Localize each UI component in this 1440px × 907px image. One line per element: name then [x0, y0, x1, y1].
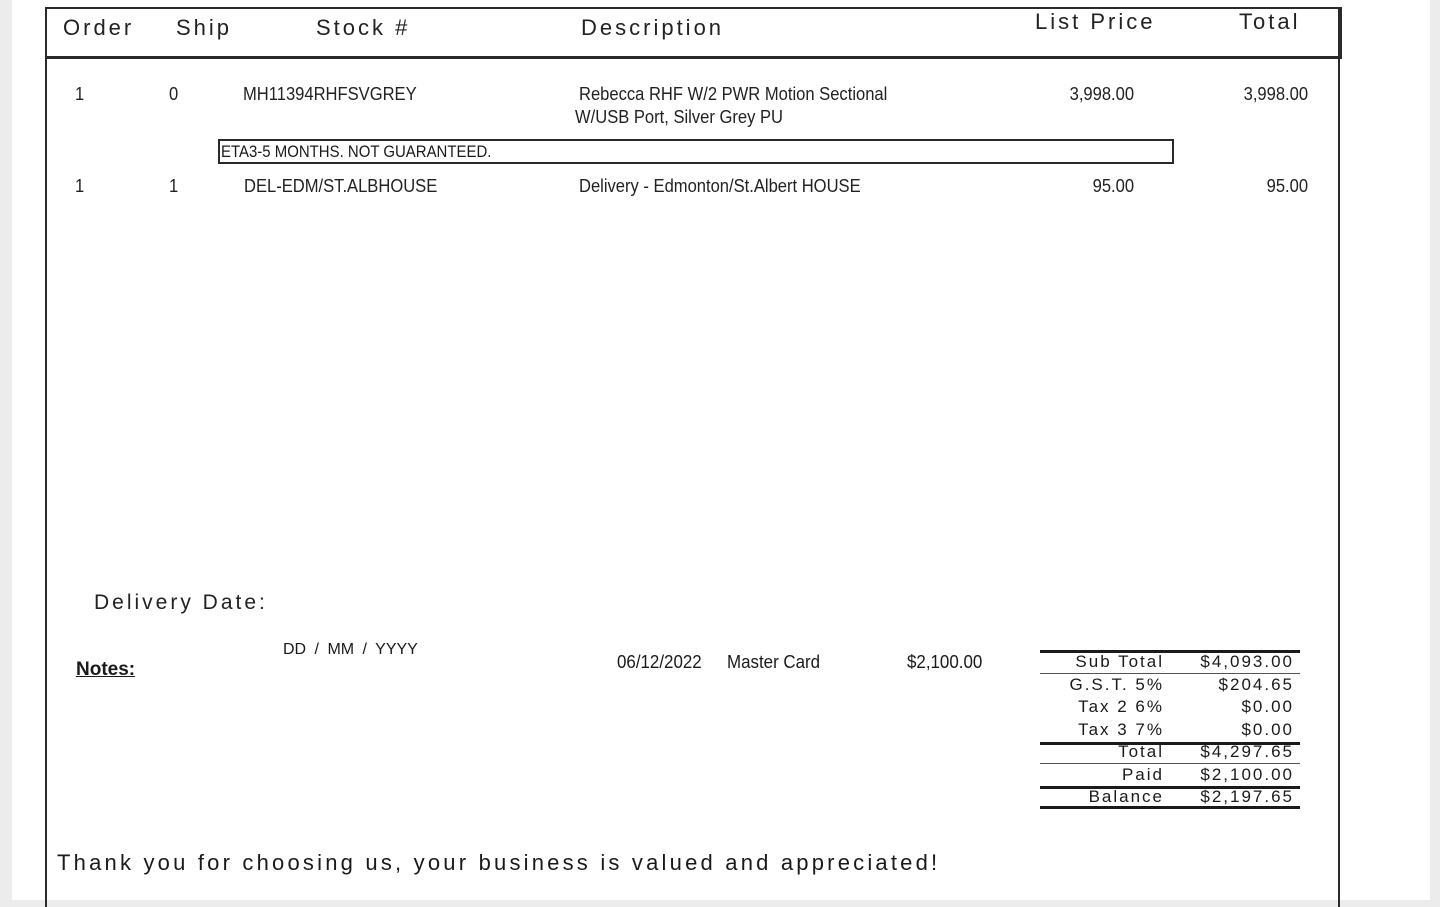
payment-method: Master Card [727, 652, 821, 672]
subtotal-label: Sub Total [1075, 652, 1164, 671]
thank-you-message: Thank you for choosing us, your business is valued and appreciated! [57, 850, 941, 875]
tax3-value: $0.00 [1241, 719, 1294, 739]
balance-label: Balance [1088, 787, 1164, 806]
payment-date: 06/12/2022 [617, 652, 702, 672]
paid-row [1040, 763, 1300, 786]
item-ship: 1 [169, 176, 179, 196]
item-list-price: 3,998.00 [1069, 84, 1134, 104]
column-header-stock: Stock # [316, 15, 411, 40]
item-order: 1 [75, 176, 85, 196]
balance-value: $2,197.65 [1200, 787, 1294, 806]
tax2-label: Tax 2 6% [1078, 697, 1164, 716]
item-total: 3,998.00 [1243, 84, 1308, 104]
column-header-total: Total [1239, 9, 1301, 34]
item-stock: DEL-EDM/ST.ALBHOUSE [244, 176, 438, 196]
subtotal-row [1040, 650, 1300, 673]
payment-amount: $2,100.00 [907, 652, 983, 672]
item-description-cont: W/USB Port, Silver Grey PU [575, 107, 783, 127]
total-row [1040, 740, 1300, 763]
total-label: Total [1118, 742, 1164, 761]
item-stock: MH11394RHFSVGREY [243, 84, 417, 104]
item-description: Rebecca RHF W/2 PWR Motion Sectional [579, 84, 888, 104]
item-list-price: 95.00 [1092, 176, 1134, 196]
column-header-order: Order [63, 15, 135, 40]
gst-row [1040, 673, 1300, 696]
gst-value: $204.65 [1218, 674, 1294, 694]
eta-note: ETA3-5 MONTHS. NOT GUARANTEED. [218, 139, 1174, 164]
gst-label: G.S.T. 5% [1069, 674, 1164, 694]
subtotal-value: $4,093.00 [1200, 652, 1294, 671]
delivery-date-format: DD / MM / YYYY [283, 641, 418, 658]
item-order: 1 [75, 84, 85, 104]
total-value: $4,297.65 [1200, 742, 1294, 761]
item-description: Delivery - Edmonton/St.Albert HOUSE [579, 176, 861, 196]
column-header-description: Description [581, 15, 725, 40]
tax3-row [1040, 718, 1300, 741]
delivery-date-label: Delivery Date: [94, 591, 268, 614]
paid-label: Paid [1121, 764, 1164, 784]
item-ship: 0 [169, 84, 179, 104]
item-total: 95.00 [1266, 176, 1308, 196]
column-header-ship: Ship [176, 15, 233, 40]
notes-label: Notes: [76, 659, 136, 680]
tax2-row [1040, 695, 1300, 718]
paid-value: $2,100.00 [1200, 764, 1294, 784]
balance-row [1040, 785, 1300, 808]
tax2-value: $0.00 [1241, 697, 1294, 716]
column-header-list-price: List Price [1035, 9, 1156, 34]
tax3-label: Tax 3 7% [1078, 719, 1164, 739]
totals-summary [1040, 650, 1300, 808]
